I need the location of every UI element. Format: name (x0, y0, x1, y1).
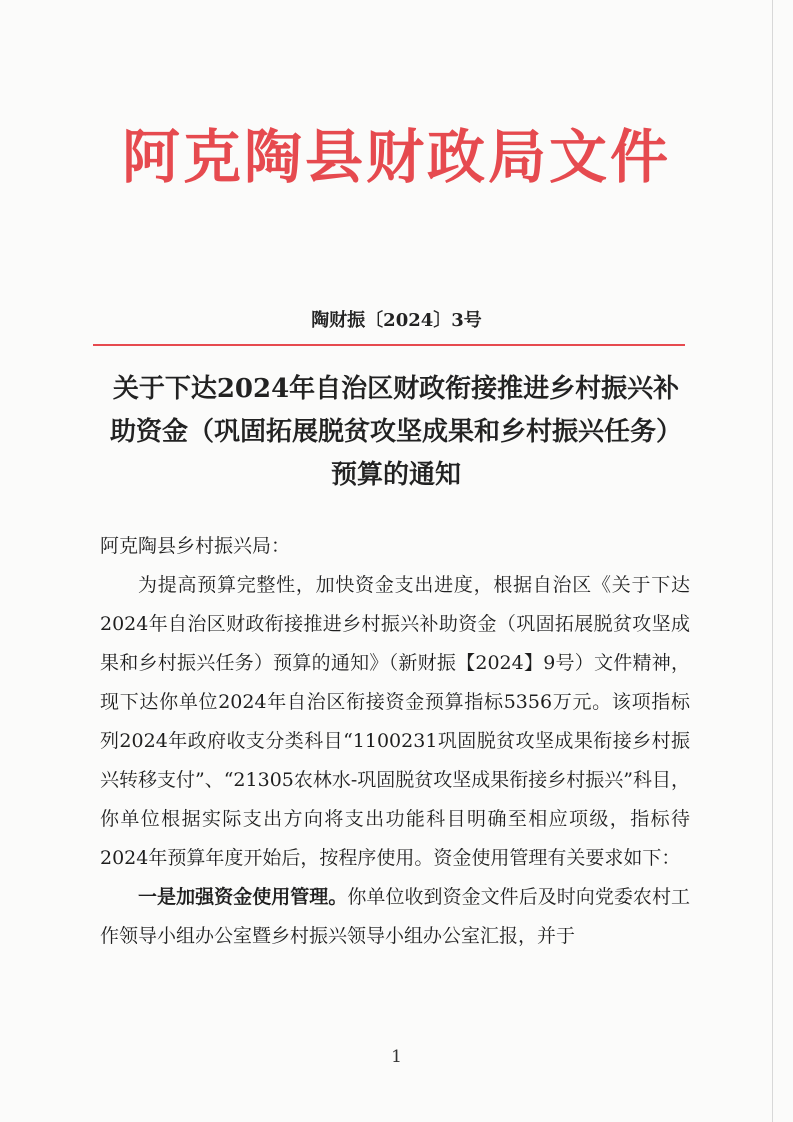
paragraph-2-text: 你单位收到资金文件后及时向党委农村工作领导小组办公室暨乡村振兴领导小组办公室汇报，并于 (100, 886, 690, 947)
body-paragraph-2 (100, 878, 690, 956)
document-title: 关于下达2024年自治区财政衔接推进乡村振兴补助资金（巩固拓展脱贫攻坚成果和乡村振兴任务）预算的通知 (109, 374, 682, 490)
document-body (100, 527, 690, 956)
document-header-title: 阿克陶县财政局文件 (121, 123, 671, 191)
red-divider-line (93, 344, 685, 346)
addressee: 阿克陶县乡村振兴局： (100, 535, 291, 557)
paragraph-2-lead: 一是加强资金使用管理。 (138, 886, 348, 908)
body-paragraph-1: 为提高预算完整性，加快资金支出进度，根据自治区《关于下达2024年自治区财政衔接推进乡村振兴补助资金（巩固拓展脱贫攻坚成果和乡村振兴任务）预算的通知》（新财振【2024】9号）文件精神，现下达你单位2024年自治区衔接资金预算指标5356万元。该项指标列2024年政府收支分类科目“1100231巩固脱贫攻坚成果衔接乡村振兴转移支付”、“21305农林水-巩固脱贫攻坚成果衔接乡村振兴”科目，你单位根据实际支出方向将支出功能科目明确至相应项级，指标待2024年预算年度开始后，按程序使用。资金使用管理有关要求如下： (100, 574, 691, 869)
page-number: 1 (391, 1047, 402, 1067)
document-number: 陶财振〔2024〕3号 (311, 310, 482, 331)
